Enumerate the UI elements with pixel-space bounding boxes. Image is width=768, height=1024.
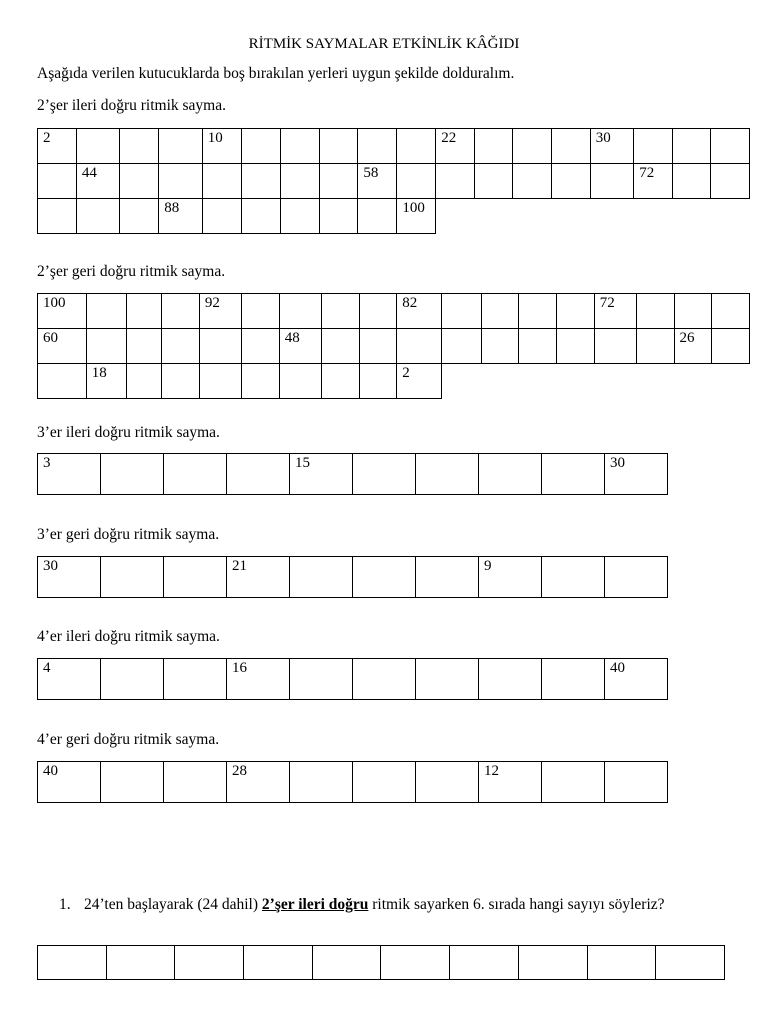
- blank-answer-cell[interactable]: [76, 199, 119, 234]
- given-number-cell: 30: [590, 129, 633, 164]
- page-title: RİTMİK SAYMALAR ETKİNLİK KÂĞIDI: [248, 36, 520, 52]
- blank-answer-cell[interactable]: [290, 659, 353, 700]
- given-number-cell: 18: [86, 364, 126, 399]
- blank-answer-cell[interactable]: [519, 294, 557, 329]
- given-number-cell: 4: [38, 659, 101, 700]
- blank-answer-cell[interactable]: [101, 659, 164, 700]
- blank-answer-cell[interactable]: [359, 329, 397, 364]
- blank-answer-cell[interactable]: [353, 454, 416, 495]
- blank-answer-cell[interactable]: [279, 364, 321, 399]
- grid-row: [38, 199, 750, 234]
- given-number-cell: 72: [594, 294, 636, 329]
- blank-answer-cell[interactable]: [38, 364, 87, 399]
- answer-cell[interactable]: [587, 946, 656, 980]
- question-text-before: 24’ten başlayarak (24 dahil): [84, 896, 262, 913]
- blank-answer-cell[interactable]: [164, 557, 227, 598]
- blank-answer-cell[interactable]: [162, 364, 200, 399]
- blank-answer-cell[interactable]: [199, 329, 241, 364]
- given-number-cell: 10: [202, 129, 241, 164]
- blank-answer-cell[interactable]: [416, 454, 479, 495]
- grid-row: [38, 364, 750, 399]
- blank-answer-cell[interactable]: [280, 199, 319, 234]
- empty-space: [481, 364, 519, 399]
- section-heading-2: 2’şer geri doğru ritmik sayma.: [37, 263, 226, 280]
- question-number: 1.: [59, 896, 71, 913]
- blank-answer-cell[interactable]: [710, 129, 749, 164]
- answer-cell[interactable]: [518, 946, 587, 980]
- given-number-cell: 12: [479, 762, 542, 803]
- blank-answer-cell[interactable]: [242, 329, 280, 364]
- blank-answer-cell[interactable]: [38, 199, 77, 234]
- given-number-cell: 26: [674, 329, 712, 364]
- answer-cell[interactable]: [175, 946, 244, 980]
- blank-answer-cell[interactable]: [162, 294, 200, 329]
- answer-cell[interactable]: [244, 946, 313, 980]
- answer-cell[interactable]: [312, 946, 381, 980]
- blank-answer-cell[interactable]: [353, 659, 416, 700]
- blank-answer-cell[interactable]: [101, 454, 164, 495]
- grid-row: [38, 164, 750, 199]
- blank-answer-cell[interactable]: [605, 762, 668, 803]
- empty-space: [441, 364, 481, 399]
- grid-row: [38, 762, 668, 803]
- blank-answer-cell[interactable]: [159, 129, 202, 164]
- given-number-cell: 9: [479, 557, 542, 598]
- blank-answer-cell[interactable]: [475, 129, 513, 164]
- blank-answer-cell[interactable]: [519, 329, 557, 364]
- blank-answer-cell[interactable]: [397, 329, 441, 364]
- answer-cell[interactable]: [38, 946, 107, 980]
- blank-answer-cell[interactable]: [199, 364, 241, 399]
- given-number-cell: 28: [227, 762, 290, 803]
- counting-grid-4: [37, 556, 668, 598]
- blank-answer-cell[interactable]: [359, 294, 397, 329]
- section-heading-4: 3’er geri doğru ritmik sayma.: [37, 526, 220, 543]
- blank-answer-cell[interactable]: [712, 329, 750, 364]
- blank-answer-cell[interactable]: [481, 329, 519, 364]
- blank-answer-cell[interactable]: [674, 294, 712, 329]
- given-number-cell: 2: [38, 129, 77, 164]
- blank-answer-cell[interactable]: [590, 164, 633, 199]
- blank-answer-cell[interactable]: [542, 454, 605, 495]
- blank-answer-cell[interactable]: [359, 364, 397, 399]
- given-number-cell: 82: [397, 294, 441, 329]
- blank-answer-cell[interactable]: [202, 199, 241, 234]
- section-heading-3: 3’er ileri doğru ritmik sayma.: [37, 424, 220, 441]
- grid-row: [38, 329, 750, 364]
- counting-grid-6: [37, 761, 668, 803]
- given-number-cell: 72: [634, 164, 673, 199]
- blank-answer-cell[interactable]: [321, 294, 359, 329]
- blank-answer-cell[interactable]: [397, 164, 436, 199]
- blank-answer-cell[interactable]: [594, 329, 636, 364]
- blank-answer-cell[interactable]: [481, 294, 519, 329]
- answer-cell[interactable]: [450, 946, 519, 980]
- blank-answer-cell[interactable]: [636, 329, 674, 364]
- empty-space: [475, 199, 513, 234]
- given-number-cell: 40: [38, 762, 101, 803]
- given-number-cell: 30: [38, 557, 101, 598]
- given-number-cell: 58: [358, 164, 397, 199]
- given-number-cell: 30: [605, 454, 668, 495]
- empty-space: [594, 364, 636, 399]
- blank-answer-cell[interactable]: [280, 164, 319, 199]
- blank-answer-cell[interactable]: [634, 129, 673, 164]
- blank-answer-cell[interactable]: [353, 762, 416, 803]
- blank-answer-cell[interactable]: [512, 129, 551, 164]
- blank-answer-cell[interactable]: [416, 557, 479, 598]
- blank-answer-cell[interactable]: [436, 164, 475, 199]
- given-number-cell: 16: [227, 659, 290, 700]
- grid-row: [38, 557, 668, 598]
- blank-answer-cell[interactable]: [241, 129, 280, 164]
- blank-answer-cell[interactable]: [202, 164, 241, 199]
- grid-row: [38, 129, 750, 164]
- blank-answer-cell[interactable]: [319, 164, 358, 199]
- blank-answer-cell[interactable]: [227, 454, 290, 495]
- blank-answer-cell[interactable]: [241, 164, 280, 199]
- question-1: [59, 895, 719, 915]
- empty-space: [556, 364, 594, 399]
- grid-row: [38, 454, 668, 495]
- question-text-emphasis: 2’şer ileri doğru: [261, 896, 369, 913]
- blank-answer-cell[interactable]: [120, 199, 159, 234]
- blank-answer-cell[interactable]: [542, 659, 605, 700]
- blank-answer-cell[interactable]: [551, 164, 590, 199]
- blank-answer-cell[interactable]: [441, 329, 481, 364]
- blank-answer-cell[interactable]: [38, 164, 77, 199]
- blank-answer-cell[interactable]: [542, 762, 605, 803]
- answer-cell[interactable]: [656, 946, 725, 980]
- empty-space: [712, 364, 750, 399]
- given-number-cell: 2: [397, 364, 441, 399]
- given-number-cell: 92: [199, 294, 241, 329]
- section-heading-5: 4’er ileri doğru ritmik sayma.: [37, 628, 220, 645]
- blank-answer-cell[interactable]: [290, 762, 353, 803]
- blank-answer-cell[interactable]: [126, 364, 161, 399]
- blank-answer-cell[interactable]: [397, 129, 436, 164]
- empty-space: [512, 199, 551, 234]
- given-number-cell: 3: [38, 454, 101, 495]
- instruction-text: Aşağıda verilen kutucuklarda boş bırakılan yerleri uygun şekilde dolduralım.: [37, 65, 515, 82]
- counting-grid-3: [37, 453, 668, 495]
- blank-answer-cell[interactable]: [162, 329, 200, 364]
- blank-answer-cell[interactable]: [479, 454, 542, 495]
- grid-row: [38, 659, 668, 700]
- question-text-after: ritmik sayarken 6. sırada hangi sayıyı söyleriz?: [368, 896, 665, 913]
- blank-answer-cell[interactable]: [319, 199, 358, 234]
- blank-answer-cell[interactable]: [164, 762, 227, 803]
- empty-space: [674, 364, 712, 399]
- blank-answer-cell[interactable]: [126, 329, 161, 364]
- blank-answer-cell[interactable]: [358, 199, 397, 234]
- section-heading-1: 2’şer ileri doğru ritmik sayma.: [37, 97, 226, 114]
- given-number-cell: 48: [279, 329, 321, 364]
- empty-space: [519, 364, 557, 399]
- blank-answer-cell[interactable]: [673, 164, 711, 199]
- empty-space: [634, 199, 673, 234]
- blank-answer-cell[interactable]: [358, 129, 397, 164]
- blank-answer-cell[interactable]: [159, 164, 202, 199]
- blank-answer-cell[interactable]: [101, 762, 164, 803]
- blank-answer-cell[interactable]: [321, 329, 359, 364]
- blank-answer-cell[interactable]: [556, 329, 594, 364]
- blank-answer-cell[interactable]: [101, 557, 164, 598]
- blank-answer-cell[interactable]: [280, 129, 319, 164]
- blank-answer-cell[interactable]: [416, 659, 479, 700]
- blank-answer-cell[interactable]: [120, 164, 159, 199]
- blank-answer-cell[interactable]: [353, 557, 416, 598]
- blank-answer-cell[interactable]: [164, 659, 227, 700]
- blank-answer-cell[interactable]: [556, 294, 594, 329]
- blank-answer-cell[interactable]: [512, 164, 551, 199]
- counting-grid-5: [37, 658, 668, 700]
- given-number-cell: 100: [397, 199, 436, 234]
- blank-answer-cell[interactable]: [241, 199, 280, 234]
- section-heading-6: 4’er geri doğru ritmik sayma.: [37, 731, 220, 748]
- blank-answer-cell[interactable]: [542, 557, 605, 598]
- empty-space: [673, 199, 711, 234]
- blank-answer-cell[interactable]: [321, 364, 359, 399]
- answer-cell[interactable]: [381, 946, 450, 980]
- blank-answer-cell[interactable]: [242, 294, 280, 329]
- blank-answer-cell[interactable]: [290, 557, 353, 598]
- blank-answer-cell[interactable]: [712, 294, 750, 329]
- blank-answer-cell[interactable]: [120, 129, 159, 164]
- blank-answer-cell[interactable]: [475, 164, 513, 199]
- counting-grid-2: [37, 293, 750, 399]
- blank-answer-cell[interactable]: [164, 454, 227, 495]
- blank-answer-cell[interactable]: [126, 294, 161, 329]
- blank-answer-cell[interactable]: [86, 329, 126, 364]
- given-number-cell: 100: [38, 294, 87, 329]
- blank-answer-cell[interactable]: [319, 129, 358, 164]
- given-number-cell: 22: [436, 129, 475, 164]
- blank-answer-cell[interactable]: [242, 364, 280, 399]
- blank-answer-cell[interactable]: [279, 294, 321, 329]
- empty-space: [590, 199, 633, 234]
- answer-cell[interactable]: [106, 946, 175, 980]
- blank-answer-cell[interactable]: [479, 659, 542, 700]
- empty-space: [710, 199, 749, 234]
- given-number-cell: 15: [290, 454, 353, 495]
- empty-space: [436, 199, 475, 234]
- given-number-cell: 21: [227, 557, 290, 598]
- empty-space: [636, 364, 674, 399]
- given-number-cell: 88: [159, 199, 202, 234]
- blank-answer-cell[interactable]: [710, 164, 749, 199]
- blank-answer-cell[interactable]: [605, 557, 668, 598]
- given-number-cell: 40: [605, 659, 668, 700]
- counting-grid-1: [37, 128, 750, 234]
- answer-grid: [37, 945, 725, 980]
- blank-answer-cell[interactable]: [86, 294, 126, 329]
- blank-answer-cell[interactable]: [441, 294, 481, 329]
- blank-answer-cell[interactable]: [551, 129, 590, 164]
- empty-space: [551, 199, 590, 234]
- blank-answer-cell[interactable]: [636, 294, 674, 329]
- given-number-cell: 44: [76, 164, 119, 199]
- grid-row: [38, 294, 750, 329]
- given-number-cell: 60: [38, 329, 87, 364]
- blank-answer-cell[interactable]: [416, 762, 479, 803]
- blank-answer-cell[interactable]: [673, 129, 711, 164]
- blank-answer-cell[interactable]: [76, 129, 119, 164]
